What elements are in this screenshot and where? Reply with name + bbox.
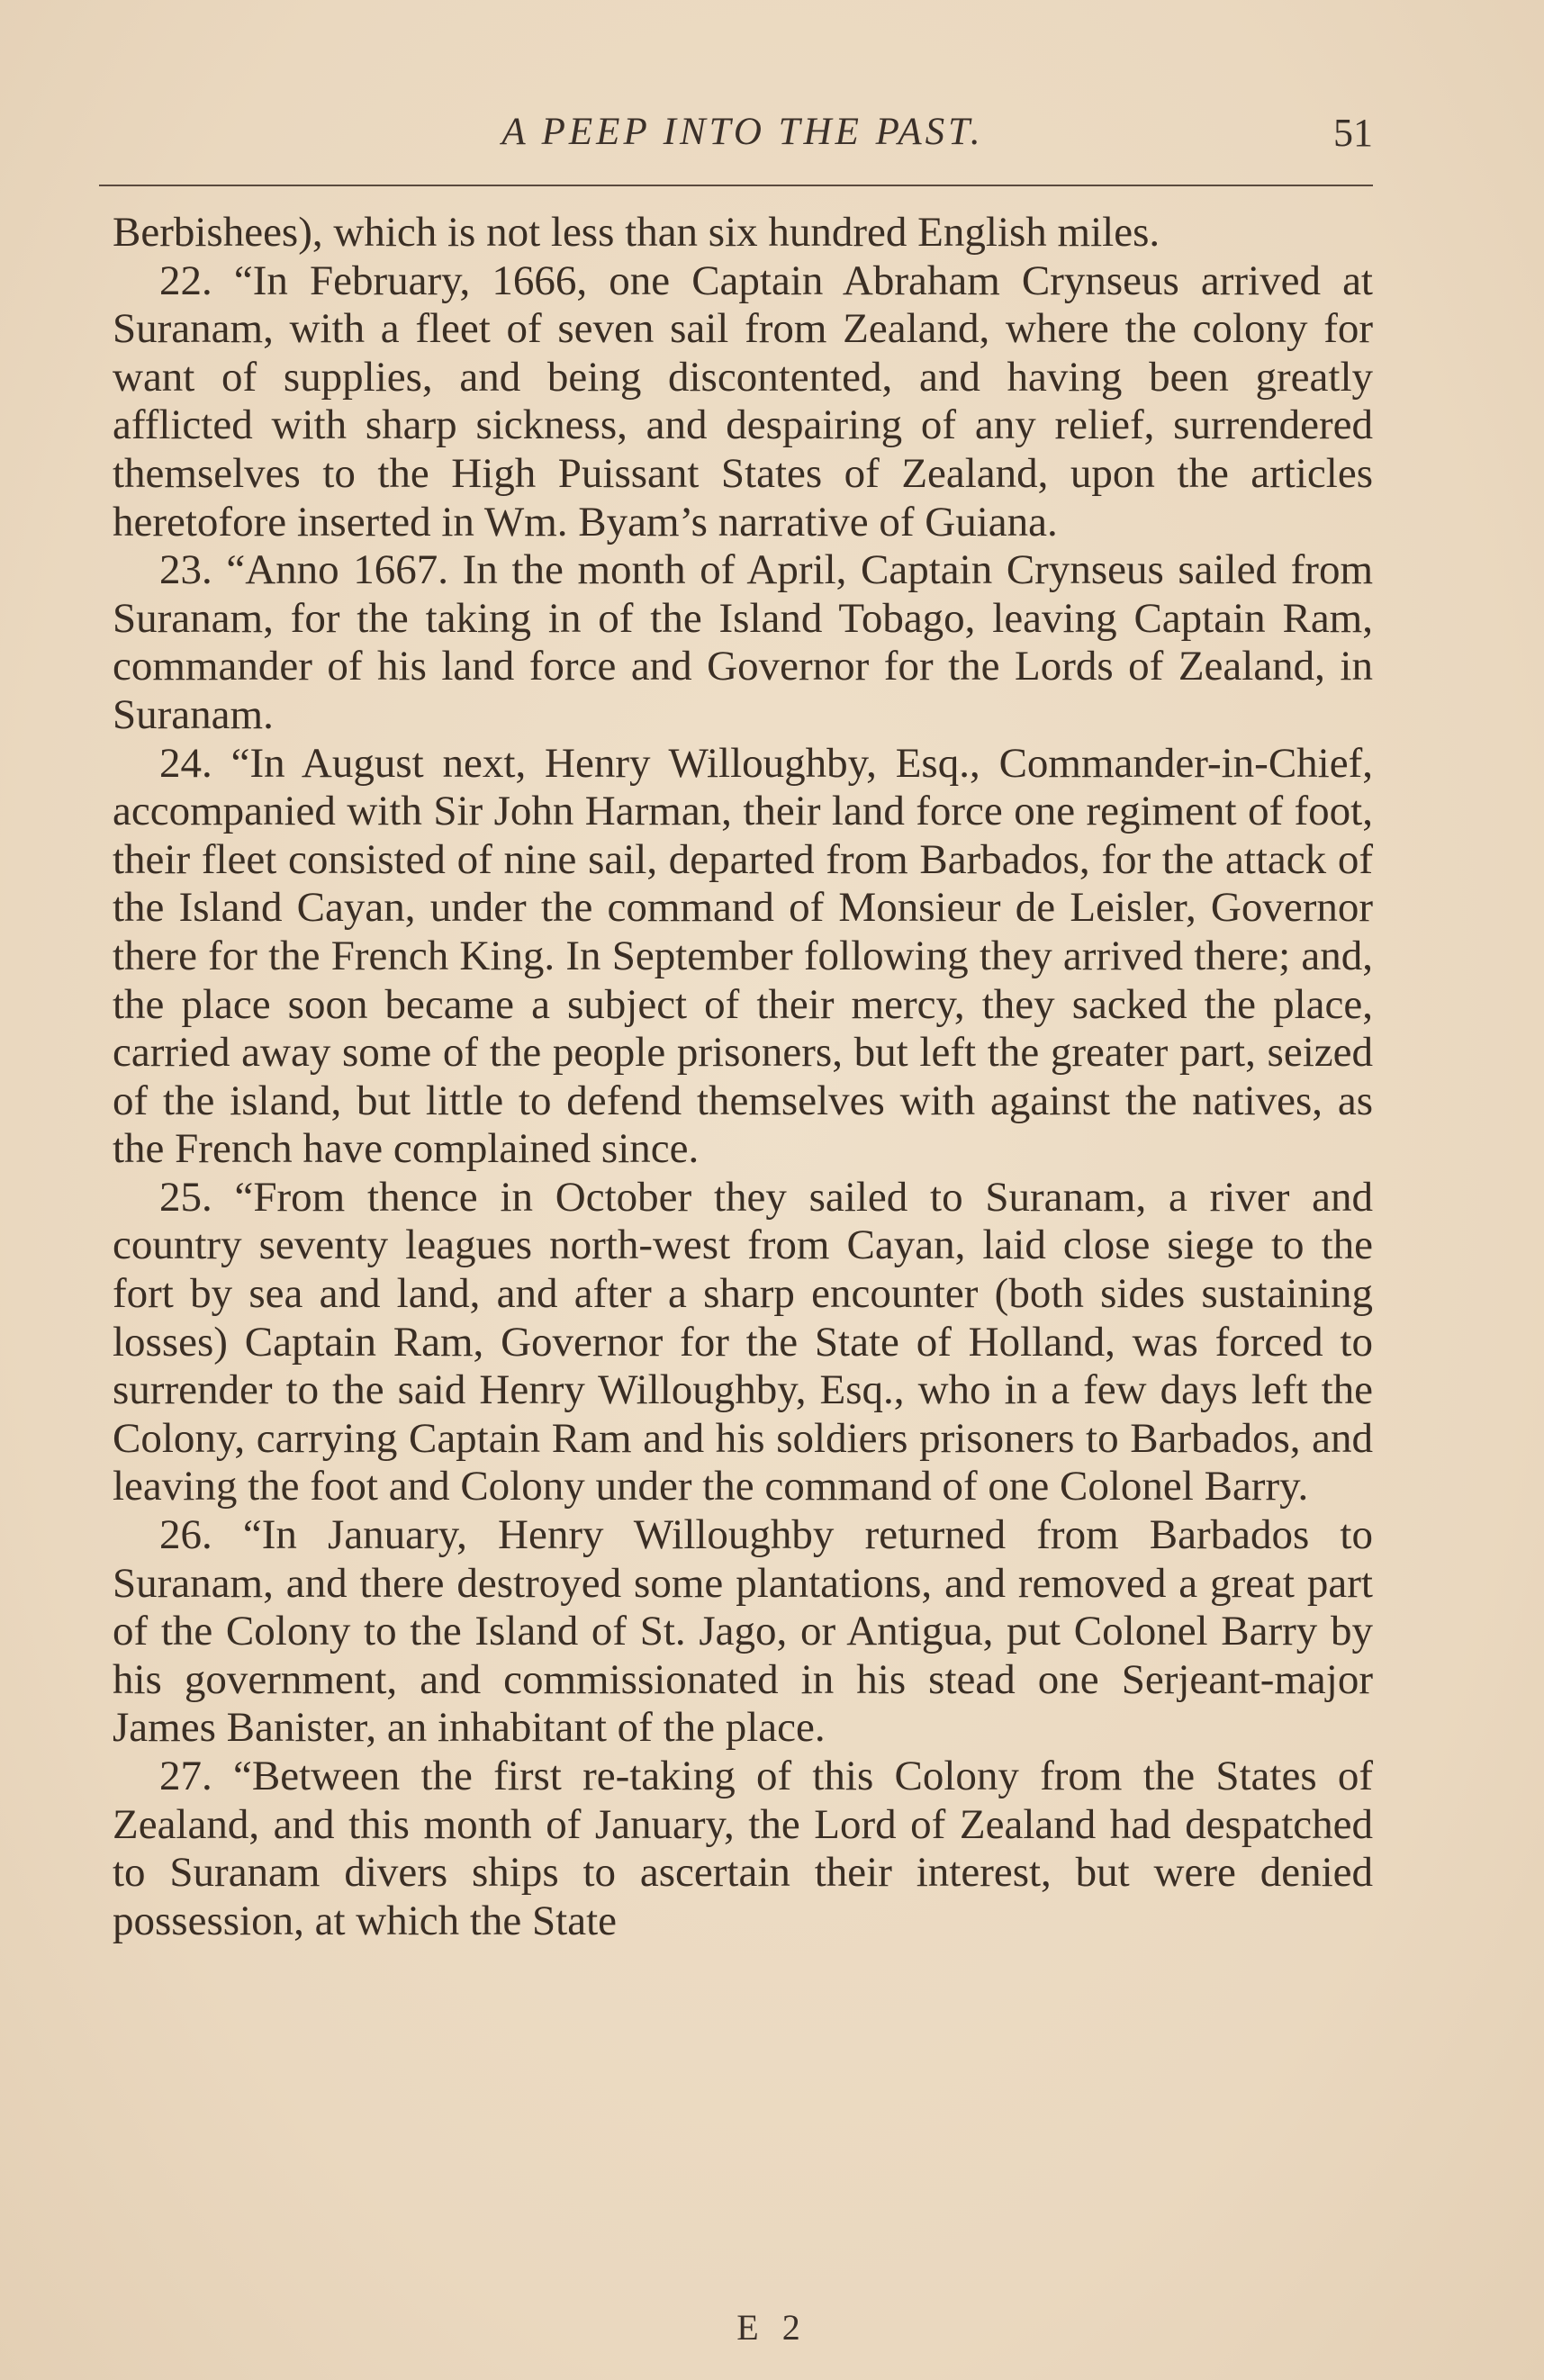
paragraph-24: 24. “In August next, Henry Willoughby, Esq., Commander-in-Chief, accompanied with Sir John Harman, their land force one regiment of foot, their fleet consisted of nine sail, departed from Barbados, for the attack of the Island Cayan, under the command of Monsieur de Leisler, Governor there for the French King. In September following they arrived there; and, the place soon became a subject of their mercy, they sacked the place, carried away some of the people prisoners, but left the greater part, seized of the island, but little to defend themselves with against the natives, as the French have complained since.	[113, 739, 1373, 1173]
running-title: A PEEP INTO THE PAST.	[501, 111, 984, 153]
body-text	[113, 209, 1373, 1945]
paragraph-27: 27. “Between the first re-taking of this Colony from the States of Zealand, and this month of January, the Lord of Zealand had despatched to Suranam divers ships to ascertain their interest, but were denied possession, at which the State	[113, 1753, 1373, 1944]
header-rule	[99, 185, 1373, 186]
paragraph-25: 25. “From thence in October they sailed to Suranam, a river and country seventy leagues north-west from Cayan, laid close siege to the fort by sea and land, and after a sharp encounter (both sides sustaining losses) Captain Ram, Governor for the State of Holland, was forced to surrender to the said Henry Willoughby, Esq., who in a few days left the Colony, carrying Captain Ram and his soldiers prisoners to Barbados, and leaving the foot and Colony under the command of one Colonel Barry.	[113, 1173, 1373, 1510]
page-number: 51	[1333, 111, 1373, 155]
signature-mark: E 2	[736, 2307, 808, 2348]
paragraph-26: 26. “In January, Henry Willoughby returned from Barbados to Suranam, and there destroyed some plantations, and removed a great part of the Colony to the Island of St. Jago, or Antigua, put Colonel Barry by his government, and commissionated in his stead one Serjeant-major James Banister, an inhabitant of the place.	[113, 1511, 1373, 1752]
page-header	[113, 110, 1373, 173]
paragraph-22: 22. “In February, 1666, one Captain Abraham Crynseus arrived at Suranam, with a fleet of seven sail from Zealand, where the colony for want of supplies, and being discontented, and having been greatly afflicted with sharp sickness, and despairing of any relief, surrendered themselves to the High Puissant States of Zealand, upon the articles heretofore inserted in Wm. Byam’s narrative of Guiana.	[113, 257, 1373, 545]
paragraph-23: 23. “Anno 1667. In the month of April, Captain Crynseus sailed from Suranam, for the taking in of the Island Tobago, leaving Captain Ram, commander of his land force and Governor for the Lords of Zealand, in Suranam.	[113, 546, 1373, 738]
paragraph-continuation: Berbishees), which is not less than six hundred English miles.	[113, 209, 1160, 256]
